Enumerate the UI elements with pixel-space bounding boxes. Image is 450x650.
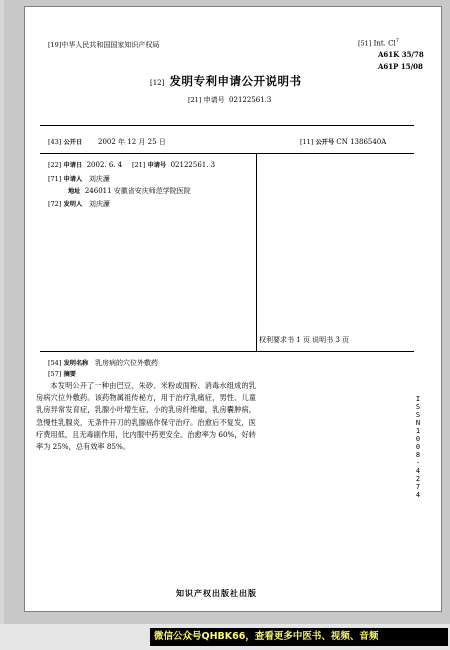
address-line	[68, 186, 191, 196]
header-appno-label: 申请号	[203, 96, 225, 104]
intcl-class-2: A61P 15/08	[378, 62, 423, 71]
abstract-text: 本发明公开了一种由巴豆、朱砂、米粉或面粉、消毒水组成的乳房病穴位外敷药。该药物属祖传秘方，用于治疗乳痛症，男性、儿童乳房异常发育症，乳腺小叶增生症，小的乳房纤维瘤，乳房囊肿病，急慢性乳腺炎，无条件开刀的乳腺癌作保守治疗。治愈后不复发，医疗费用低，且无毒副作用，比内服中药更安全。治愈率为 60%，好转率为 25%，总有效率 85%。	[36, 381, 256, 452]
inventor-code: [72]	[48, 200, 62, 208]
abstract-body	[36, 380, 256, 453]
header-appno-value: 02122561.3	[229, 96, 272, 104]
pub-date-code: [43]	[48, 138, 62, 146]
viewer-edge	[0, 0, 4, 650]
office-name: 中华人民共和国国家知识产权局	[61, 41, 160, 49]
applicant-line	[48, 174, 110, 184]
rule-mid	[40, 153, 414, 154]
biblio-appno-code: [21]	[132, 161, 146, 169]
pub-date-value: 2002 年 12 月 25 日	[98, 138, 166, 146]
biblio-appno-line	[132, 160, 215, 169]
invention-title: 乳房病的穴位外敷药	[95, 359, 159, 367]
inventor-line	[48, 199, 110, 209]
pub-no-label: 公开号	[315, 139, 335, 146]
applicant-label: 申请人	[63, 176, 83, 183]
intcl-sup: 7	[395, 38, 399, 44]
rule-top	[40, 125, 414, 126]
biblio-appno-value: 02122561. 3	[170, 161, 216, 169]
intcl-class-1: A61K 35/78	[378, 50, 424, 59]
rule-lower	[40, 351, 414, 352]
pages-note: 权利要求书 1 页 说明书 3 页	[259, 336, 350, 344]
column-divider	[256, 153, 257, 351]
office-code: [19]	[48, 41, 62, 49]
header-appno	[188, 95, 271, 105]
doc-type: 发明专利申请公开说明书	[169, 74, 302, 88]
pub-date-line	[48, 137, 82, 146]
doc-type-code: [12]	[150, 79, 165, 87]
inventor-value: 刘庆濂	[88, 200, 110, 208]
abstract-label: 摘要	[63, 371, 76, 378]
filed-code: [22]	[48, 161, 62, 169]
doc-title	[150, 70, 301, 89]
filed-value: 2002. 6. 4	[86, 161, 123, 169]
title-line	[48, 358, 158, 368]
pub-no-value: CN 1386540A	[336, 138, 387, 146]
filed-line	[48, 160, 122, 169]
pub-no-code: [11]	[300, 138, 314, 146]
intcl-line	[358, 38, 399, 47]
pub-date-label: 公开日	[63, 139, 83, 146]
biblio-appno-label: 申请号	[147, 162, 167, 169]
intcl-code: [51]	[358, 39, 372, 48]
filed-label: 申请日	[63, 162, 83, 169]
pub-no-line	[300, 137, 386, 146]
office-line	[48, 40, 159, 50]
intcl-label: Int. Cl	[373, 39, 396, 48]
header-appno-code: [21]	[188, 96, 202, 104]
address-value: 246011 安徽省安庆师范学院医院	[84, 187, 191, 195]
abstract-code: [57]	[48, 370, 62, 378]
publisher: 知识产权出版社出版	[176, 588, 257, 598]
abstract-heading	[48, 369, 76, 378]
watermark-banner: 微信公众号QHBK66，查看更多中医书、视频、音频	[150, 628, 448, 646]
inventor-label: 发明人	[63, 201, 83, 208]
title-label: 发明名称	[63, 360, 89, 367]
applicant-code: [71]	[48, 175, 62, 183]
issn-vertical: ISSN1008-4274	[414, 395, 422, 499]
title-code: [54]	[48, 359, 62, 367]
address-label: 地址	[68, 188, 81, 195]
applicant-value: 刘庆濂	[88, 175, 110, 183]
